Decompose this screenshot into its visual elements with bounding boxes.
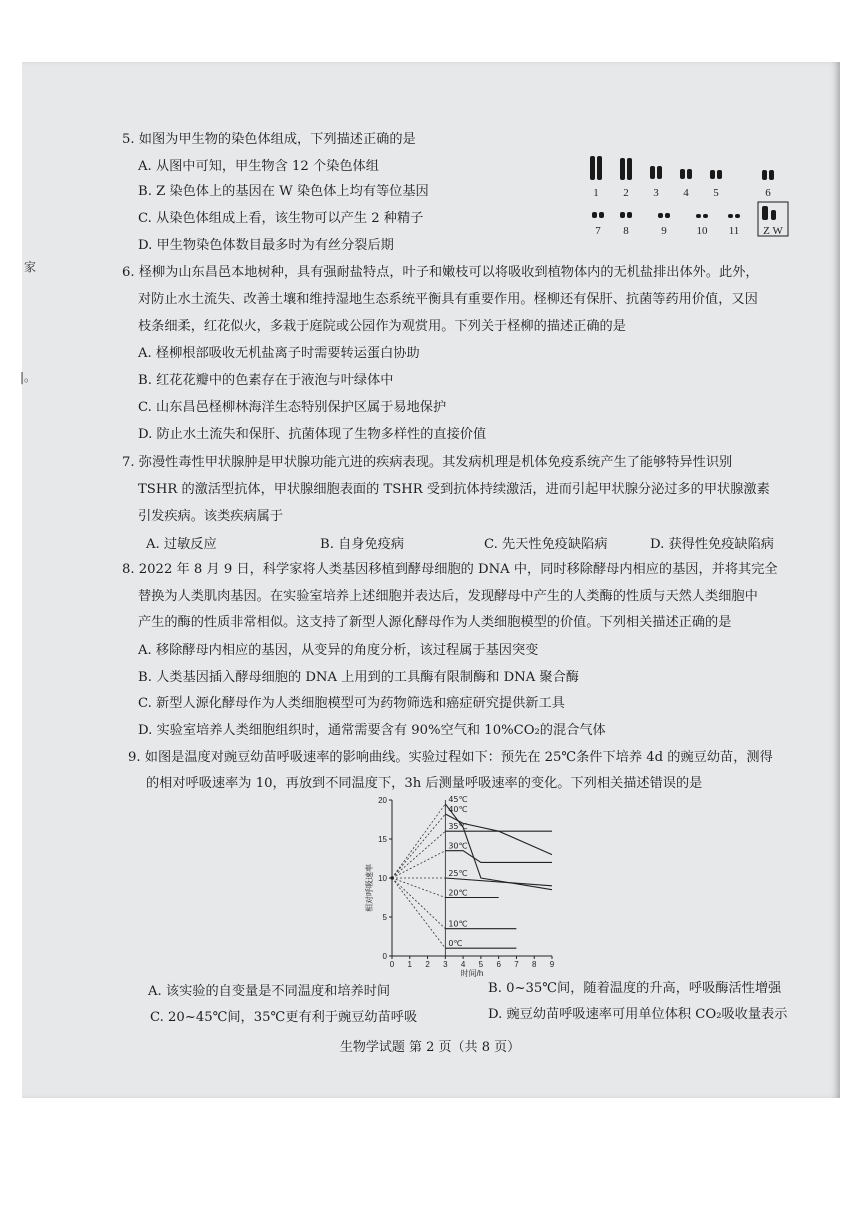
- x-tick-label: 7: [514, 960, 519, 969]
- series-label: 20℃: [448, 888, 468, 898]
- transition-dashed-line: [392, 851, 445, 878]
- q5-option-a: A. 从图中可知，甲生物含 12 个染色体组: [138, 159, 379, 174]
- series-line: [445, 851, 552, 863]
- y-tick-label: 20: [378, 796, 387, 805]
- q5-stem: 5. 如图为甲生物的染色体组成，下列描述正确的是: [122, 132, 416, 147]
- karyotype-label: 4: [683, 187, 689, 199]
- q6-option-a: A. 柽柳根部吸收无机盐离子时需要转运蛋白协助: [138, 346, 420, 361]
- karyotype-label: 3: [653, 187, 659, 199]
- q6-stem-line: 枝条细柔，红花似火，多栽于庭院或公园作为观赏用。下列关于柽柳的描述正确的是: [138, 319, 626, 334]
- q7-option-c: C. 先天性免疫缺陷病: [484, 537, 608, 552]
- series-label: 35℃: [448, 822, 468, 832]
- series-label: 10℃: [448, 919, 468, 929]
- page-footer: 生物学试题 第 2 页（共 8 页）: [339, 1040, 521, 1055]
- karyotype-figure: [586, 150, 792, 242]
- karyotype-label: 2: [623, 187, 629, 199]
- q9-option-d: D. 豌豆幼苗呼吸速率可用单位体积 CO₂吸收量表示: [488, 1007, 788, 1022]
- x-tick-label: 4: [460, 960, 466, 969]
- q6-stem-line: 6. 柽柳为山东昌邑本地树种，具有强耐盐特点，叶子和嫩枝可以将吸收到植物体内的无机盐排出体外。此外，: [122, 265, 759, 280]
- x-tick-label: 3: [443, 960, 448, 969]
- karyotype-label: 9: [661, 225, 667, 237]
- q7-option-a: A. 过敏反应: [146, 537, 217, 552]
- start-point: [390, 876, 393, 879]
- x-tick-label: 6: [496, 960, 501, 969]
- x-tick-label: 9: [549, 960, 555, 969]
- q8-option-d: D. 实验室培养人类细胞组织时，通常需要含有 90%空气和 10%CO₂的混合气体: [138, 723, 606, 738]
- transition-dashed-line: [392, 878, 445, 929]
- q8-option-c: C. 新型人源化酵母作为人类细胞模型可为药物筛选和癌症研究提供新工具: [138, 696, 565, 711]
- transition-dashed-line: [392, 878, 445, 898]
- margin-mark: 家: [24, 260, 37, 274]
- q8-stem-line: 8. 2022 年 8 月 9 日，科学家将人类基因移植到酵母细胞的 DNA 中，同时移除酵母内相应的基因，并将其完全: [122, 562, 778, 577]
- q6-option-d: D. 防止水土流失和保肝、抗菌体现了生物多样性的直接价值: [138, 427, 487, 442]
- karyotype-label: 11: [728, 225, 740, 237]
- q7-option-d: D. 获得性免疫缺陷病: [650, 537, 774, 552]
- q7-option-b: B. 自身免疫病: [320, 537, 405, 552]
- q9-stem-line: 9. 如图是温度对豌豆幼苗呼吸速率的影响曲线。实验过程如下：预先在 25℃条件下培养 4d 的豌豆幼苗，测得: [128, 750, 773, 765]
- transition-dashed-line: [392, 831, 445, 878]
- q9-option-b: B. 0~35℃间，随着温度的升高，呼吸酶活性增强: [488, 981, 782, 996]
- q8-stem-line: 产生的酶的性质非常相似。这支持了新型人源化酵母作为人类细胞模型的价值。下列相关描述正确的是: [138, 615, 732, 630]
- karyotype-label: 5: [713, 187, 719, 199]
- karyotype-label: 8: [623, 225, 629, 237]
- karyotype-label: 1: [593, 187, 599, 199]
- karyotype-label: Z W: [763, 225, 783, 237]
- karyotype-label: 7: [595, 225, 601, 237]
- q5-option-c: C. 从染色体组成上看，该生物可以产生 2 种精子: [138, 211, 424, 226]
- series-label: 45℃: [448, 794, 468, 804]
- q6-option-c: C. 山东昌邑柽柳林海洋生态特别保护区属于易地保护: [138, 400, 447, 415]
- q8-stem-line: 替换为人类肌肉基因。在实验室培养上述细胞并表达后，发现酵母中产生的人类酶的性质与天然人类细胞中: [138, 589, 758, 604]
- x-tick-label: 0: [389, 960, 395, 969]
- karyotype-label: 10: [696, 225, 708, 237]
- x-tick-label: 5: [478, 960, 484, 969]
- y-tick-label: 0: [382, 952, 387, 961]
- q6-stem-line: 对防止水土流失、改善土壤和维持湿地生态系统平衡具有重要作用。柽柳还有保肝、抗菌等药用价值，又因: [138, 292, 758, 307]
- y-axis-label: 相对呼吸速率: [365, 864, 374, 912]
- respiration-chart: [360, 792, 560, 980]
- series-label: 30℃: [448, 841, 468, 851]
- transition-dashed-line: [392, 878, 445, 948]
- series-label: 25℃: [448, 869, 468, 878]
- x-axis-label: 时间/h: [460, 969, 484, 978]
- transition-dashed-line: [392, 814, 445, 878]
- q7-stem-line: 引发疾病。该类疾病属于: [138, 509, 284, 524]
- q9-option-c: C. 20~45℃间，35℃更有利于豌豆幼苗呼吸: [150, 1010, 418, 1025]
- x-tick-label: 2: [425, 960, 430, 969]
- q9-option-a: A. 该实验的自变量是不同温度和培养时间: [148, 984, 391, 999]
- q5-option-d: D. 甲生物染色体数目最多时为有丝分裂后期: [138, 238, 394, 253]
- transition-dashed-line: [392, 804, 445, 878]
- q5-option-b: B. Z 染色体上的基因在 W 染色体上均有等位基因: [138, 184, 429, 199]
- series-label: 0℃: [448, 939, 463, 949]
- x-tick-label: 1: [407, 960, 413, 969]
- margin-mark: |。: [20, 370, 37, 384]
- q8-option-b: B. 人类基因插入酵母细胞的 DNA 上用到的工具酶有限制酶和 DNA 聚合酶: [138, 670, 579, 685]
- q8-option-a: A. 移除酵母内相应的基因，从变异的角度分析，该过程属于基因突变: [138, 643, 539, 658]
- series-label: 40℃: [448, 805, 468, 815]
- q7-stem-line: TSHR 的激活型抗体，甲状腺细胞表面的 TSHR 受到抗体持续激活，进而引起甲状腺分泌过多的甲状腺激素: [138, 482, 770, 497]
- q6-option-b: B. 红花花瓣中的色素存在于液泡与叶绿体中: [138, 373, 394, 388]
- y-tick-label: 5: [382, 913, 387, 922]
- q9-stem-line: 的相对呼吸速率为 10，再放到不同温度下，3h 后测量呼吸速率的变化。下列相关描述错误的是: [146, 776, 703, 791]
- y-tick-label: 15: [378, 835, 387, 844]
- karyotype-label: 6: [765, 187, 771, 199]
- series-line: [445, 878, 552, 886]
- x-tick-label: 8: [531, 960, 537, 969]
- q7-stem-line: 7. 弥漫性毒性甲状腺肿是甲状腺功能亢进的疾病表现。其发病机理是机体免疫系统产生了能够特异性识别: [122, 455, 733, 470]
- y-tick-label: 10: [378, 874, 387, 883]
